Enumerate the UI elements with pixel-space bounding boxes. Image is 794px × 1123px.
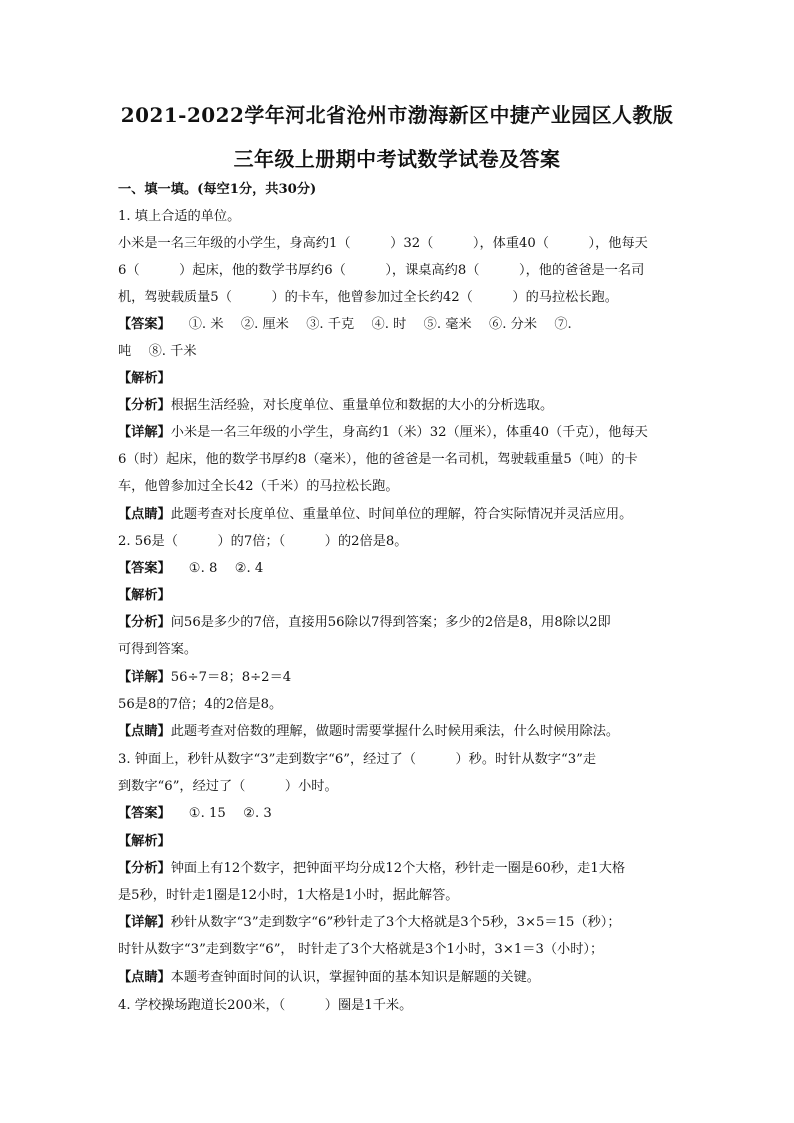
answer-tag: 【答案】 <box>118 561 171 576</box>
q1-xiangjie-line: 车，他曾参加过全长42（千米）的马拉松长跑。 <box>118 479 399 494</box>
analysis-tag: 【解析】 <box>118 588 171 603</box>
q3-xiangjie-row <box>118 914 621 932</box>
q3-fenxi-row <box>118 860 625 878</box>
q2-xiangjie-row <box>118 669 291 687</box>
q3-stem-line: 3. 钟面上，秒针从数字“3”走到数字“6”，经过了（ ）秒。时针从数字“3”走 <box>118 752 597 767</box>
q1-dianjing: 此题考查对长度单位、重量单位、时间单位的理解，符合实际情况并灵活应用。 <box>170 507 633 522</box>
q2-answer-row <box>118 560 263 578</box>
answer-tag: 【答案】 <box>118 317 171 332</box>
q2-dianjing: 此题考查对倍数的理解，做题时需要掌握什么时候用乘法，什么时候用除法。 <box>170 724 620 739</box>
q1-body-line: 小米是一名三年级的小学生，身高约1（ ）32（ ），体重40（ ），他每天 <box>118 236 648 251</box>
q3-dianjing-row <box>118 969 540 987</box>
q4-stem: 4. 学校操场跑道长200米，（ ）圈是1千米。 <box>118 998 413 1013</box>
q3-xiangjie-line: 时针从数字“3”走到数字“6”， 时针走了3个大格就是3个1小时，3×1＝3（小时）； <box>118 942 604 957</box>
q1-dianjing-row <box>118 506 632 524</box>
q1-body-line: 机，驾驶载质量5（ ）的卡车，他曾参加过全长约42（ ）的马拉松长跑。 <box>118 290 618 305</box>
fenxi-tag: 【分析】 <box>118 861 171 876</box>
q3-answer-row <box>118 805 272 823</box>
document-title-line-2: 三年级上册期中考试数学试卷及答案 <box>233 147 561 171</box>
q2-dianjing-row <box>118 723 619 741</box>
q1-fenxi-row <box>118 397 553 415</box>
q2-fenxi-row <box>118 614 611 632</box>
q2-answer: ①. 8 ②. 4 <box>188 561 264 576</box>
q3-dianjing: 本题考查钟面时间的认识，掌握钟面的基本知识是解题的关键。 <box>170 970 540 985</box>
analysis-tag: 【解析】 <box>118 371 171 386</box>
xiangjie-tag: 【详解】 <box>118 915 171 930</box>
q1-xiangjie-line: 小米是一名三年级的小学生，身高约1（米）32（厘米），体重40（千克），他每天 <box>170 425 648 440</box>
answer-tag: 【答案】 <box>118 806 171 821</box>
q2-fenxi-line: 可得到答案。 <box>118 642 198 657</box>
fenxi-tag: 【分析】 <box>118 398 171 413</box>
q3-fenxi-line: 钟面上有12个数字，把钟面平均分成12个大格，秒针走一圈是60秒，走1大格 <box>170 861 626 876</box>
dianjing-tag: 【点睛】 <box>118 724 171 739</box>
q2-xiangjie: 56÷7＝8；8÷2＝4 <box>170 670 292 685</box>
dianjing-tag: 【点睛】 <box>118 507 171 522</box>
q2-stem: 2. 56是（ ）的7倍；（ ）的2倍是8。 <box>118 534 408 549</box>
section-heading: 一、填一填。(每空1分，共30分) <box>118 182 317 197</box>
q1-answer-continued: 吨 ⑧. 千米 <box>118 344 197 359</box>
xiangjie-tag: 【详解】 <box>118 425 171 440</box>
q2-fenxi-line: 问56是多少的7倍，直接用56除以7得到答案；多少的2倍是8，用8除以2即 <box>170 615 611 630</box>
q3-stem-line: 到数字“6”，经过了（ ）小时。 <box>118 779 338 794</box>
q1-xiangjie-row <box>118 424 648 442</box>
q1-stem: 1. 填上合适的单位。 <box>118 209 241 224</box>
q1-answer: ①. 米 ②. 厘米 ③. 千克 ④. 时 ⑤. 毫米 ⑥. 分米 ⑦. <box>188 317 572 332</box>
q3-fenxi-line: 是5秒，时针走1圈是12小时，1大格是1小时，据此解答。 <box>118 888 459 903</box>
q2-result: 56是8的7倍；4的2倍是8。 <box>118 697 283 712</box>
xiangjie-tag: 【详解】 <box>118 670 171 685</box>
q3-answer: ①. 15 ②. 3 <box>188 806 272 821</box>
q1-body-line: 6（ ）起床，他的数学书厚约6（ ），课桌高约8（ ），他的爸爸是一名司 <box>118 263 645 278</box>
q1-fenxi: 根据生活经验，对长度单位、重量单位和数据的大小的分析选取。 <box>170 398 554 413</box>
q3-xiangjie-line: 秒针从数字“3”走到数字“6”秒针走了3个大格就是3个5秒，3×5＝15（秒）； <box>170 915 621 930</box>
analysis-tag: 【解析】 <box>118 834 171 849</box>
fenxi-tag: 【分析】 <box>118 615 171 630</box>
dianjing-tag: 【点睛】 <box>118 970 171 985</box>
q1-xiangjie-line: 6（时）起床，他的数学书厚约8（毫米），他的爸爸是一名司机，驾驶载重量5（吨）的卡 <box>118 452 638 467</box>
q1-answer-row <box>118 316 572 334</box>
document-title-line-1: 2021-2022学年河北省沧州市渤海新区中捷产业园区人教版 <box>120 103 674 127</box>
